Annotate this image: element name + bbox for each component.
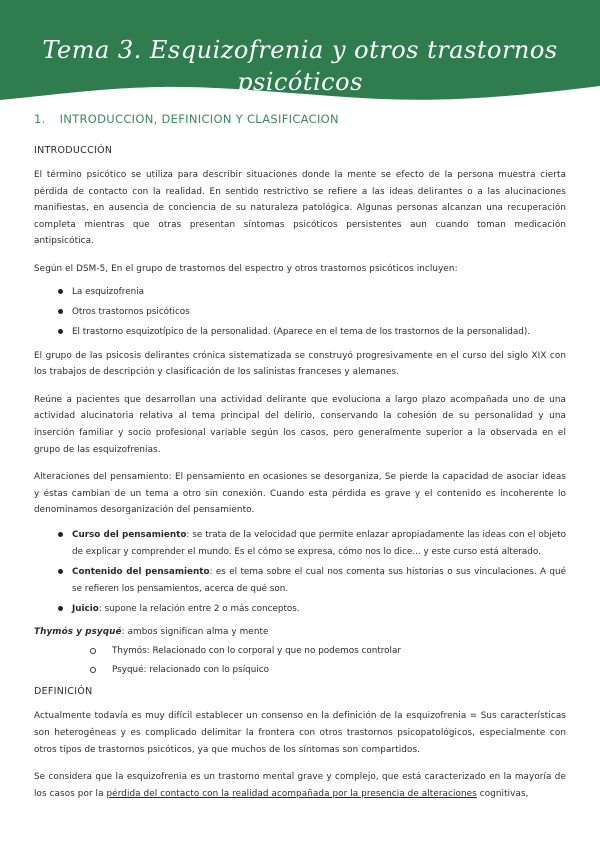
term-text: : es el tema sobre el cual nos comenta sus historias o sus vinculaciones. A qué se refieren los pensamientos, acerca de qué son. <box>72 567 566 594</box>
section-heading <box>34 112 566 128</box>
title-banner <box>0 0 600 104</box>
list-item <box>58 527 566 560</box>
thymos-list <box>34 642 566 680</box>
definition-paragraph-1: Actualmente todavía es muy difícil establecer un consenso en la definición de la esquizofrenia = Sus características son heterogéneas y es complicado delimitar la frontera con otros trastornos psicopatológicos, especialmente con otros tipos de trastornos psicóticos, ya que muchos de los síntomas son compartidos. <box>34 711 566 755</box>
term-bold: Juicio <box>72 604 99 615</box>
title-line-1: Tema 3. Esquizofrenia y otros trastornos <box>42 36 558 64</box>
text-span: Se considera que la esquizofrenia es un trastorno mental grave y complejo, que está caracterizado en la mayoría de los casos por la <box>34 772 566 799</box>
term-bold: Contenido del pensamiento <box>72 567 210 578</box>
list-item: Thymós: Relacionado con lo corporal y que no podemos controlar <box>90 642 566 661</box>
intro-paragraph-1: El término psicótico se utiliza para describir situaciones donde la mente se efecto de la persona muestra cierta pérdida de contacto con la realidad. En sentido restrictivo se refiere a las ideas delirantes o a las alucinaciones manifiestas, en ausencia de conciencia de su naturaleza patológica. Algunas personas alcanzan una recuperación completa mientras que otras presentan síntomas psicóticos persistentes aun cuando toman medicación antipsicótica. <box>34 170 566 247</box>
term-text: : supone la relación entre 2 o más conceptos. <box>98 604 300 615</box>
thymos-line <box>34 624 566 641</box>
list-item: La esquizofrenia <box>58 282 566 302</box>
thymos-text: : ambos significan alma y mente <box>121 626 269 637</box>
intro-paragraph-5: Alteraciones del pensamiento: El pensamiento en ocasiones se desorganiza, Se pierde la capacidad de asociar ideas y éstas cambian de un tema a otro sin conexión. Cuando esta pérdida es grave y el contenido es incoherente lo denominamos desorganización del pensamiento. <box>34 472 566 516</box>
document-body <box>34 110 566 802</box>
thought-list <box>34 527 566 618</box>
definition-paragraph-2 <box>34 769 566 802</box>
term-bold: Curso del pensamiento <box>72 529 187 540</box>
list-item: Psyqué: relacionado con lo psíquico <box>90 661 566 680</box>
list-item: El trastorno esquizotípico de la personalidad. (Aparece en el tema de los trastornos de la personalidad). <box>58 322 566 342</box>
list-item <box>58 601 566 618</box>
page-title <box>30 34 570 98</box>
thymos-term: Thymós y psyqué <box>34 626 122 637</box>
definition-heading: DEFINICIÓN <box>34 686 93 698</box>
text-span: cognitivas, <box>476 788 529 799</box>
disorder-list <box>34 282 566 342</box>
intro-heading: INTRODUCCIÓN <box>34 145 113 156</box>
intro-paragraph-3: El grupo de las psicosis delirantes crónica sistematizada se construyó progresivamente en el curso del siglo XIX con los trabajos de descripción y clasificación de los salinistas franceses y alemanes. <box>34 350 566 378</box>
section-number: 1. <box>34 112 46 126</box>
section-title: INTRODUCCION, DEFINICION Y CLASIFICACION <box>59 112 339 126</box>
term-text: : se trata de la velocidad que permite enlazar apropiadamente las ideas con el objeto de explicar y comprender el mundo. Es el cómo se expresa, cómo nos lo dice... y este curso está alterado. <box>72 529 566 557</box>
title-line-2: psicóticos <box>237 68 363 96</box>
intro-paragraph-2: Según el DSM-5, En el grupo de trastornos del espectro y otros trastornos psicóticos incluyen: <box>34 263 458 274</box>
intro-paragraph-4: Reúne a pacientes que desarrollan una actividad delirante que evoluciona a largo plazo acompañada uno de una actividad alucinatoria relativa al tema principal del delirio, conservando la cohesión de su personalidad y una inserción familiar y socio profesional variable según los casos, pero generalmente superior a la observada en el grupo de las esquizofrenias. <box>34 394 566 455</box>
underlined-text: pérdida del contacto con la realidad acompañada por la presencia de alteraciones <box>106 788 477 799</box>
list-item: Otros trastornos psicóticos <box>58 302 566 322</box>
list-item <box>58 564 566 597</box>
